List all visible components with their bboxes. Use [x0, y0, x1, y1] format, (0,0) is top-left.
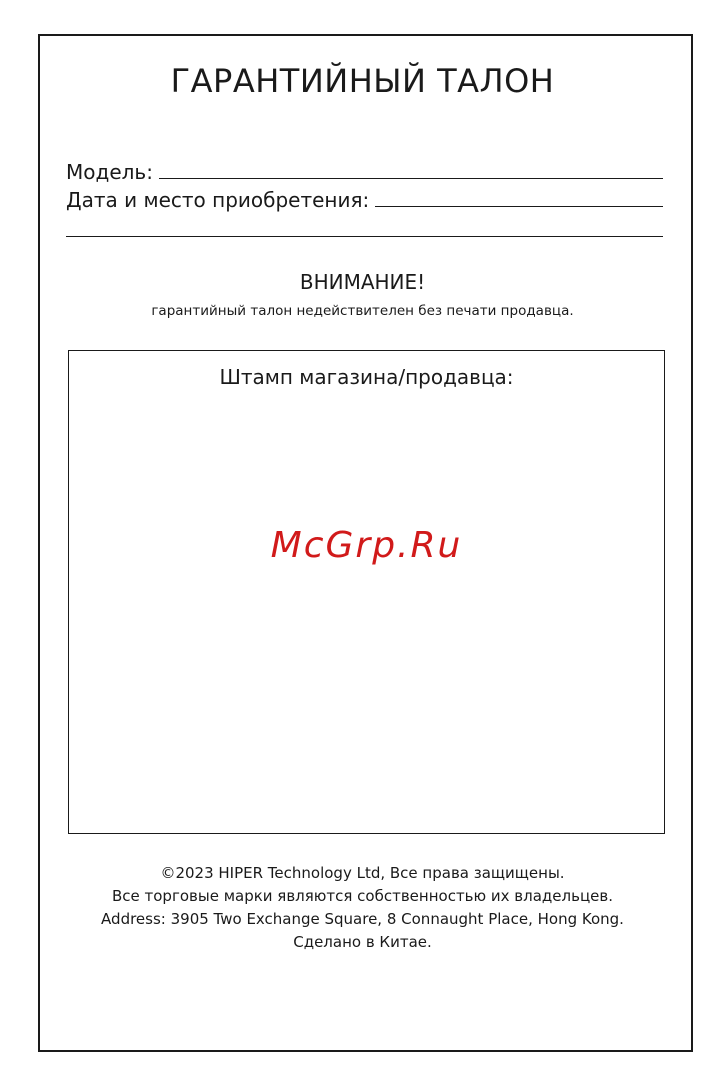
footer-made-in: Сделано в Китае.	[293, 933, 432, 951]
model-blank-line	[159, 178, 663, 179]
purchase-blank-line	[375, 206, 663, 207]
footer-address: Address: 3905 Two Exchange Square, 8 Connaught Place, Hong Kong.	[101, 910, 624, 928]
footer-trademarks: Все торговые марки являются собственностью их владельцев.	[111, 887, 614, 905]
page-title: ГАРАНТИЙНЫЙ ТАЛОН	[170, 62, 555, 100]
stamp-label: Штамп магазина/продавца:	[219, 365, 514, 389]
purchase-label: Дата и место приобретения:	[66, 188, 370, 212]
purchase-date-place-field	[66, 188, 663, 212]
attention-heading: ВНИМАНИЕ!	[299, 270, 426, 294]
extra-blank-line	[66, 236, 663, 237]
model-field	[66, 160, 663, 184]
warranty-notice: гарантийный талон недействителен без печати продавца.	[151, 303, 574, 319]
stamp-box	[68, 350, 665, 834]
footer	[0, 862, 725, 954]
watermark: McGrp.Ru	[270, 525, 463, 566]
model-label: Модель:	[66, 160, 153, 184]
footer-copyright: ©2023 HIPER Technology Ltd, Все права защищены.	[160, 864, 565, 882]
